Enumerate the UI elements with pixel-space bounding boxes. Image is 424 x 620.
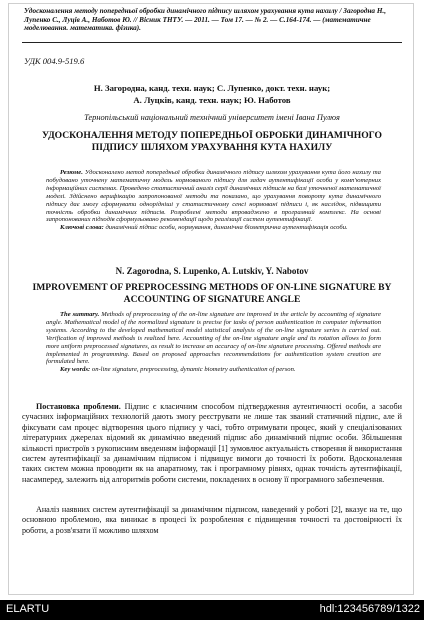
abstract-ukrainian (46, 169, 381, 232)
udk-code: УДК 004.9-519.6 (24, 56, 85, 66)
header-rule (22, 42, 402, 43)
authors-line-1: Н. Загородна, канд. техн. наук; С. Лупенко, докт. техн. наук; (93, 83, 331, 93)
keywords-en-label: Key words: (60, 366, 91, 374)
abstract-ua-label: Резюме. (60, 169, 83, 176)
abstract-english (46, 311, 381, 374)
paragraph-1-text: Підпис є класичним способом підтвердження аутентичності особи, а засоби сучасних інформаційних технологій дають змогу реєструвати не лише так званий статичний підпис, але й фіксувати сам процес відтворення цього підпису у часі, тобто отримувати процес, який у спеціалізованих літературних джерелах відомий як динамічно введений підпис або динамічний підпис особи. Збільшення кількості пристроїв з рукописним введенням інформації [1] зумовлює актуальність створення й використання систем аутентифікації за динамічним підписом і підвищує вимоги до точності їх роботи. Вдосконалення таких систем можна проводити як на апаратному, так і програмному рівнях, однак точність аутентифікації, насамперед, залежить від алгоритмів роботи системи, покладених в основу її програмного забезпечення. (22, 402, 402, 484)
abstract-ua-text: Удосконалено метод попередньої обробки динамічного підпису шляхом урахування кута його нахилу та побудовано уточнену математичну модель нормованого підпису для задач аутентифікації особи у комп'ютерних інформаційних системах. Проведено статистичний аналіз серії динамічних підписів на базі уточненої математичної моделі. Здійснено верифікацію запропонованої методи та показано, що урахування повороту кута динамічного підпису дає змогу сформувати однорідніші у статистичному сенсі нормовані підписи і, як наслідок, підвищити точність обробки динамічних підписів. Розроблені методи впроваджено в програмний комплекс. На основі запропонованих підходів сформульовано рекомендації щодо реалізації систем аутентифікації. (46, 169, 381, 224)
handle-identifier: hdl:123456789/1322 (319, 603, 420, 615)
footer-bar (0, 600, 424, 620)
body-paragraph-2 (22, 505, 402, 536)
paragraph-2-text: Аналіз наявних систем аутентифікації за динамічним підписом, наведений у роботі [2], вказує на те, що основною проблемою, яка виникає в процесі їх розроблення є підвищення точності та достовірності їх роботи, а розв'язати її можливо шляхом (22, 505, 402, 535)
abstract-en-label: The summary. (60, 311, 100, 318)
title-english: IMPROVEMENT OF PREPROCESSING METHODS OF ON-LINE SIGNATURE BY ACCOUNTING OF SIGNATURE ANGLE (32, 282, 392, 305)
abstract-en-text: Methods of preprocessing of the on-line signature are improved in the article by accounting of signature angle. Mathematical model of the normalized signature is precise for tasks of person authentication in computer information systems. According to the developed mathematical model statistical analysis of the on-line signature series is carried out. Verification of improved methods is realized here. Accounting of the on-line signature angle and its rotation allows to form more uniform preprocessed signatures, as result to increase an accuracy of on-line signature processing. Offered methods are implemented in programming. Based on proposed approaches recommendations for authentication system creation are formulated here. (46, 311, 381, 366)
body-paragraph-1 (22, 402, 402, 485)
keywords-ua-text: динамічний підпис особи, нормування, динамічна біометрична аутентифікація особи. (105, 224, 348, 232)
title-ukrainian: УДОСКОНАЛЕННЯ МЕТОДУ ПОПЕРЕДНЬОЇ ОБРОБКИ ДИНАМІЧНОГО ПІДПИСУ ШЛЯХОМ УРАХУВАННЯ КУТА НАХИЛУ (42, 130, 382, 153)
keywords-ua-label: Ключові слова: (60, 224, 104, 232)
repository-label: ELARTU (6, 603, 50, 615)
section-heading-problem: Постановка проблеми. (36, 402, 121, 411)
keywords-en-text: on-line signature, preprocessing, dynamic biometry authentication of person. (91, 366, 296, 374)
authors-english: N. Zagorodna, S. Lupenko, A. Lutskiv, Y. Nabotov (115, 266, 309, 276)
citation-header: Удосконалення методу попередньої обробки динамічного підпису шляхом урахування кута нахилу / Загородна Н., Лупенко С., Луців А., Наботов Ю. // Вісник ТНТУ. — 2011. — Том 17. — № 2. — С.164-174. — (математичне моделювання. математика. фізика). (24, 7, 387, 33)
affiliation: Тернопільський національний технічний університет імені Івана Пулюя (84, 113, 340, 122)
authors-line-2: А. Луцків, канд. техн. наук; Ю. Наботов (133, 94, 291, 105)
authors-ukrainian (22, 83, 402, 106)
